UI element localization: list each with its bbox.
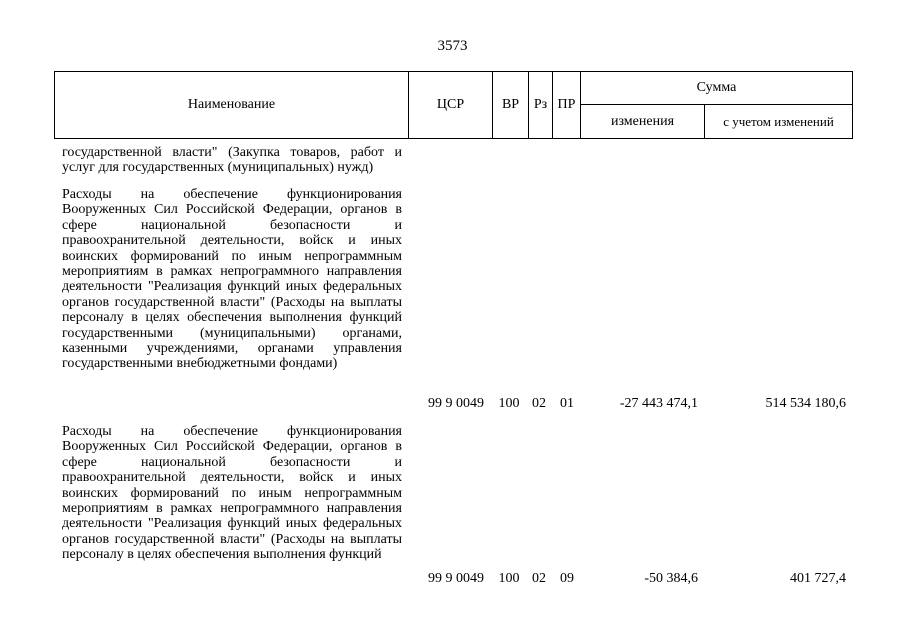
row-0-name: государственной власти" (Закупка товаров, работ и услуг для государственных (муниципальных) нужд) (62, 145, 402, 176)
row-2-pr: 09 (560, 571, 574, 586)
row-1-csr: 99 9 0049 (428, 396, 484, 411)
header-sum: Сумма (581, 72, 853, 105)
header-name: Наименование (55, 72, 409, 139)
row-2-with-change: 401 727,4 (790, 571, 846, 586)
row-1-name: Расходы на обеспечение функционирования Вооруженных Сил Российской Федерации, органов в сфере национальной безопасности и правоохранительной деятельности, войск и иных воинских формирований по иным непрограммным мероприятиям в рамках непрограммного направления деятельности "Реализация функций иных федеральных органов государственной власти" (Расходы на выплаты персоналу в целях обеспечения выполнения функций государственными (муниципальными) органами, казенными учреждениями, органами управления государственными внебюджетными фондами) (62, 187, 402, 372)
header-vr: ВР (493, 72, 529, 139)
page-number: 3573 (437, 38, 468, 54)
row-2-rz: 02 (532, 571, 546, 586)
table-header (54, 71, 853, 139)
header-with-change: с учетом изменений (705, 105, 853, 139)
row-1-rz: 02 (532, 396, 546, 411)
row-1-pr: 01 (560, 396, 574, 411)
header-rz: Рз (529, 72, 553, 139)
row-2-csr: 99 9 0049 (428, 571, 484, 586)
header-change: изменения (581, 105, 705, 139)
row-1-change: -27 443 474,1 (619, 396, 698, 411)
header-csr: ЦСР (409, 72, 493, 139)
row-2-name: Расходы на обеспечение функционирования Вооруженных Сил Российской Федерации, органов в сфере национальной безопасности и правоохранительной деятельности, войск и иных воинских формирований по иным непрограммным мероприятиям в рамках непрограммного направления деятельности "Реализация функций иных федеральных органов государственной власти" (Расходы на выплаты персоналу в целях обеспечения выполнения функций (62, 424, 402, 563)
row-2-vr: 100 (498, 571, 520, 586)
row-2-change: -50 384,6 (644, 571, 698, 586)
row-1-vr: 100 (498, 396, 520, 411)
header-pr: ПР (553, 72, 581, 139)
row-1-with-change: 514 534 180,6 (765, 396, 846, 411)
